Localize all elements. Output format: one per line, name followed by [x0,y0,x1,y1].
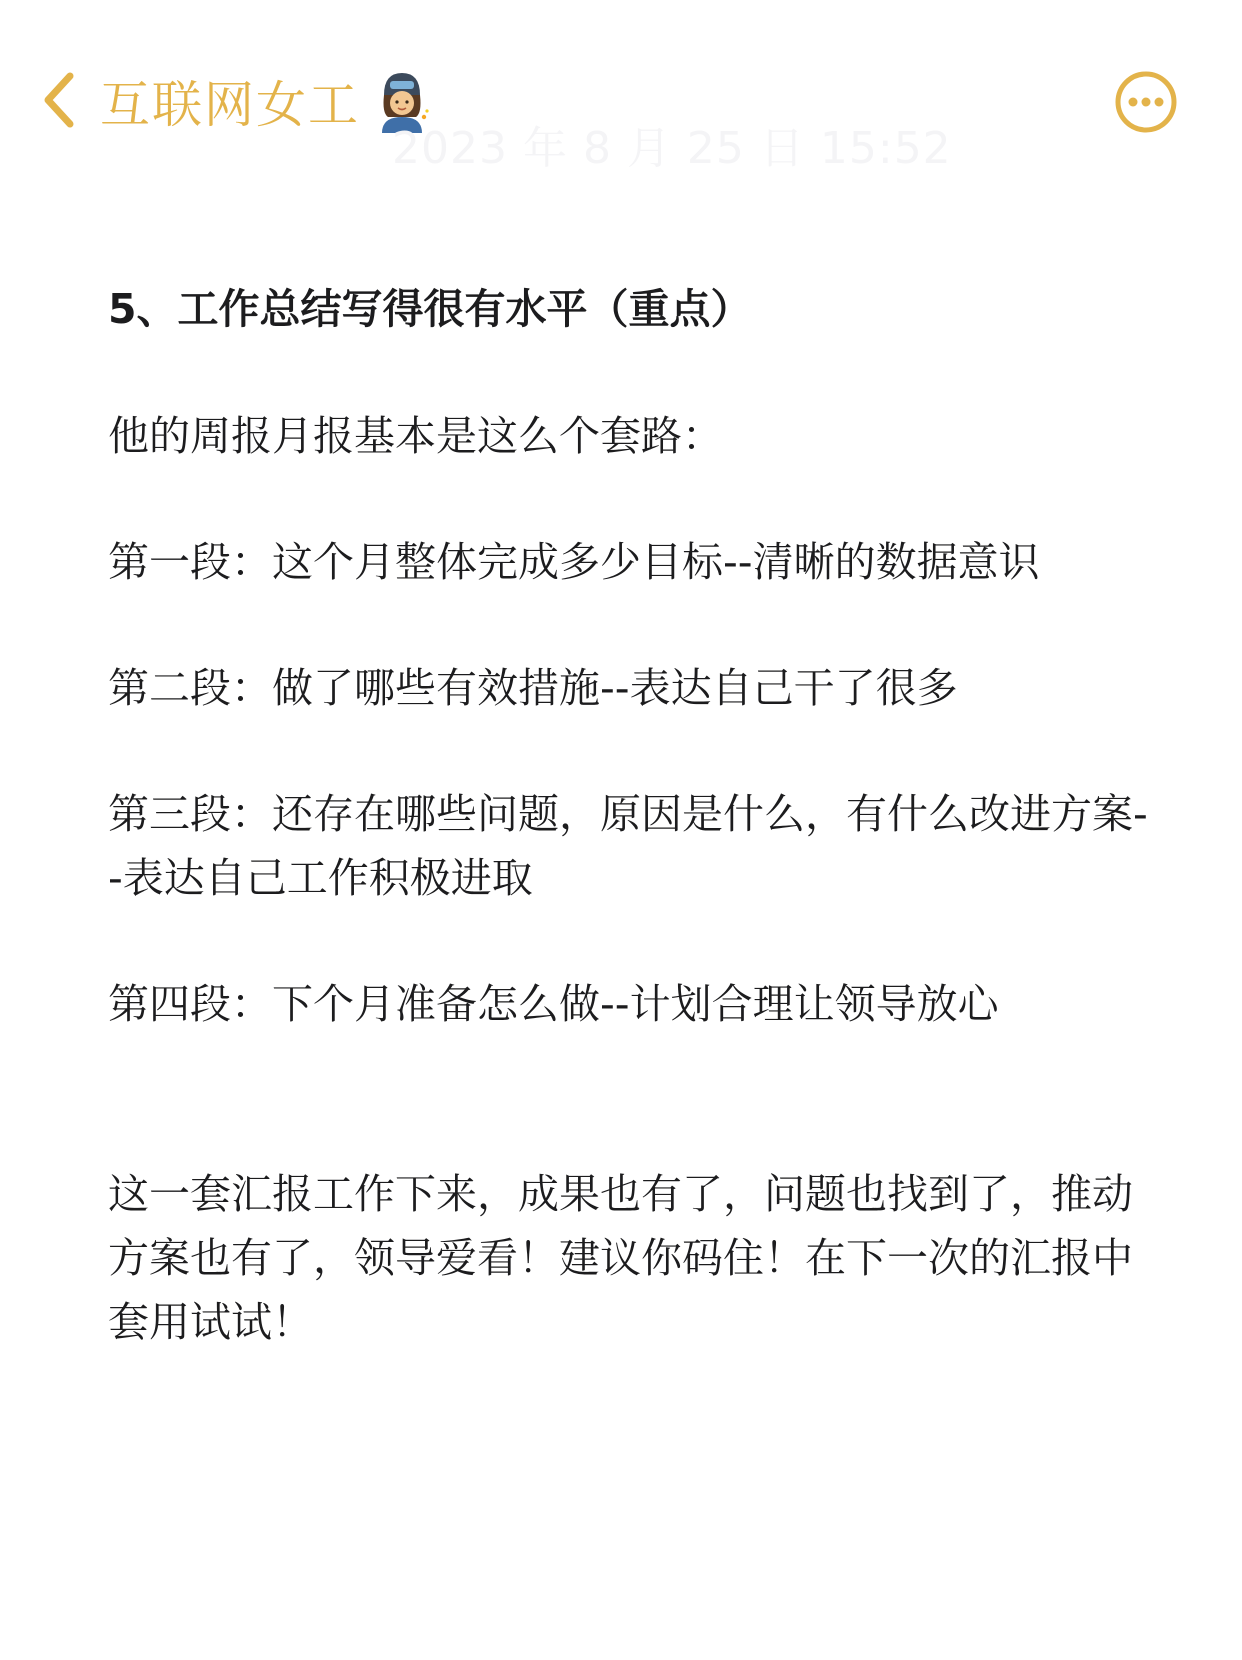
folder-title-link[interactable] [100,66,430,136]
note-heading: 5、工作总结写得很有水平（重点） [108,285,752,333]
folder-title: 互联网女工 [100,76,360,134]
note-date: 2023 年 8 月 25 日 15:52 [392,123,952,174]
navigation-bar [0,0,1242,200]
more-button[interactable] [1114,70,1178,134]
note-body[interactable] [108,278,1148,1416]
section-paragraph-1: 第一段：这个月整体完成多少目标--清晰的数据意识 [108,538,1040,586]
back-button[interactable] [34,62,82,138]
chevron-left-icon [40,70,76,130]
section-paragraph-4: 第四段：下个月准备怎么做--计划合理让领导放心 [108,980,999,1028]
note-conclusion: 这一套汇报工作下来，成果也有了，问题也找到了，推动方案也有了，领导爱看！建议你码住！在下一次的汇报中套用试试！ [108,1170,1133,1346]
section-paragraph-2: 第二段：做了哪些有效措施--表达自己干了很多 [108,664,958,712]
note-intro: 他的周报月报基本是这么个套路： [108,412,723,460]
section-paragraph-3: 第三段：还存在哪些问题，原因是什么，有什么改进方案--表达自己工作积极进取 [108,790,1148,902]
ellipsis-circle-icon [1114,70,1178,134]
